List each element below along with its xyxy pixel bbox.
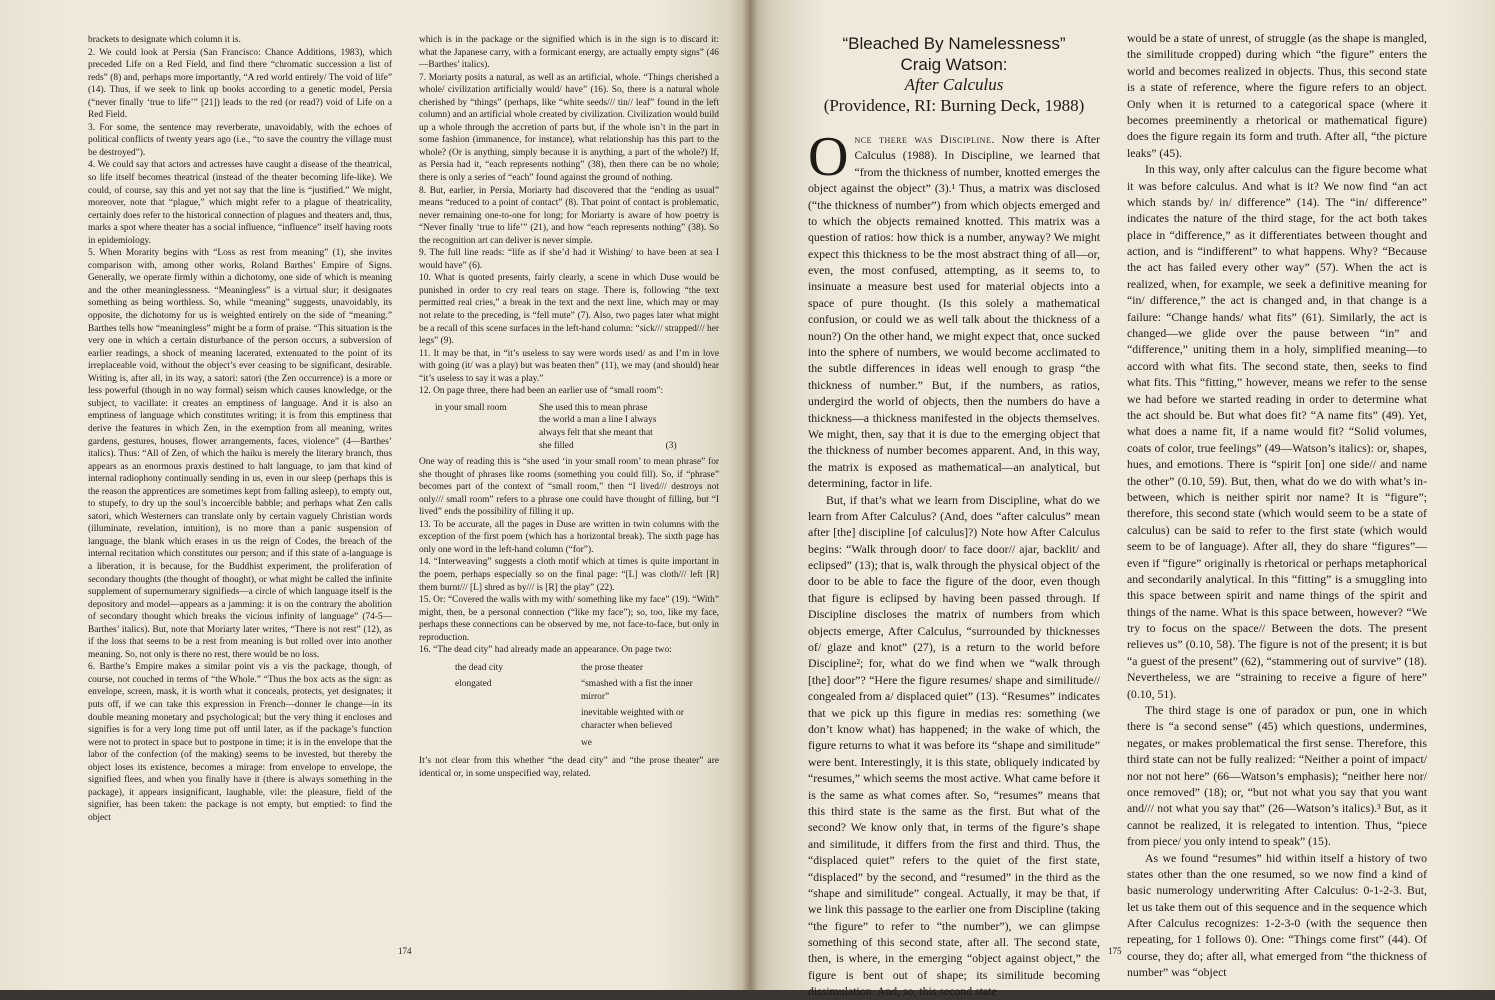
endnote-12: 12. On page three, there had been an earlier use of “small room”:: [419, 386, 664, 397]
verse-line: She used this to mean phrase: [539, 402, 648, 413]
endnote-12-continued: One way of reading this is “she used ‘in your small room’ to mean phrase” for she thought of phrases like rooms (something you could fill). So, if “phrase” becomes part of the context of “small room,” then “I lived/// destroys not only/// small room” refers to a phrase one could have thought of filling, but “I lived” ends the possibility of filling it up.: [419, 457, 719, 518]
article-title: “Bleached By Namelessness”: [842, 34, 1066, 53]
left-page-column-2: [419, 34, 719, 929]
quote-right-cell: the prose theater: [581, 662, 643, 673]
book-gutter: [742, 0, 758, 990]
endnote-16-continued: It’s not clear from this whether “the dead city” and “the prose theater” are identical or, in some unspecified way, related.: [419, 756, 719, 779]
verse-line: [539, 440, 719, 453]
endnote-15: 15. Or: “Covered the walls with my with/ something like my face” (19). “With” might, then, be a personal connection (“like my face”); so, too, like my face, perhaps these connections can be observed by me, not face-to-face, but only in reproduction.: [419, 595, 719, 643]
left-page: [0, 0, 750, 990]
right-page-column-2: [1127, 30, 1427, 980]
endnote-continued: brackets to designate which column it is.: [88, 35, 241, 45]
page-number-right: 175: [1108, 946, 1122, 956]
paragraph: The third stage is one of paradox or pun, one in which there is “a second sense” (45) which questions, undermines, negates, or makes problematical the first sense. Therefore, this third state can not be fully realized: “Neither a point of impact/ nor not not here” (66—Watson’s emphasis); “neither here nor/ once removed” (18); or, “but not what you say that you want and/// not what you say that” (26—Watson’s italics).³ But, as it cannot be realized, it is relegated to intention. Thus, “piece from piece/ you only intend to speak” (15).: [1127, 703, 1427, 849]
quote-left-cell: elongated: [455, 679, 492, 690]
endnote-4: 4. We could say that actors and actresses have caught a disease of the theatrical, so life itself becomes theatrical (instead of the theater becoming life-like). We could, of course, say this and yet not say that the line is “justified.” We might, moreover, note that “plague,” which might refer to a plague of theatricality, certainly does refer to the historical connection of plagues and theaters and, thus, marks a spot where theater has a social influence, “influence” itself having roots in epidemiology.: [88, 160, 392, 246]
verse-page-ref: (3): [665, 440, 677, 451]
endnote-6: 6. Barthe’s Empire makes a similar point vis a vis the package, though, of course, not couched in terms of “the Whole.” “Thus the box acts as the sign: as envelope, screen, mask, it is worth what it conceals, protects, yet designates; it puts off, if we can take this expression in French—donner le change—in its double meaning monetary and psychological; but the very thing it encloses and signifies is for a very long time put off until later, as if the package’s function were not to protect in space but to postpone in time; it is in the envelope that the labor of the confection (of the making) seems to be invested, but thereby the object loses its existence, becomes a mirage: from envelope to envelope, the signified flees, and when you finally have it (there is always something in the package), it appears insignificant, laughable, vile: the pleasure, field of the signifier, has been taken: the package is not empty, but emptied: to find the object: [88, 662, 392, 823]
endnote-2: 2. We could look at Persia (San Francisco: Chance Additions, 1983), which preceded Life on a Red Field, and find there “chromatic succession a list of reds” (8) and, perhaps more importantly, “A red world entirely/ The void of life” (14). Thus, if we seek to link up books according to a genetic model, Persia (“never finally ‘true to life’” [21]) leads to the red (or read?) void of Life on a Red Field.: [88, 47, 392, 121]
quote-left-cell: [455, 737, 573, 750]
opening-paragraph: [808, 125, 1101, 492]
endnote-9: 9. The full line reads: “life as if she’d had it Wishing/ to have been at sea I would have” (6).: [419, 248, 719, 271]
paragraph: But, if that’s what we learn from Discipline, what do we learn from After Calculus? (And, does “after calculus” mean after [the] discipline [of calculus]?) Note how After Calculus begins: “Walk through door/ to face door// ajar, backlit/ and eclipsed” (13); that is, walk through the physical object of the door to be able to face the figure of the door, even though that figure is eclipsed by having been passed through. If Discipline discloses the matrix of numbers from which objects emerge, After Calculus, “surrounded by thicknesses of/ glaze and knot” (27), is a return to the world before Discipline²; for, what do we find when we “walk through [the] door”? “Here the figure resumes/ shape and similitude// congealed from a/ displaced quiet” (13). “Resumes” indicates that we pick up this figure in medias res: something (we don’t know what) has happened; in the wake of which, the figure returns to what it was before its “shape and similitude” were bent. Interestingly, it is this state, obliquely indicated by “resumes,” which seems the most active. What came before it is the same as what comes after. So, “resumes” means that this third state is the same as the first. But what of the second? We know only that, in terms of the figure’s shape and similitude, it differs from the first and third. Thus, the “displaced quiet” refers to the quiet of the first state, “displaced” by the second, and “resumed” in the third as the “shape and similitude” congeal. Actually, it may be that, if we link this passage to the earlier one from Discipline (taking “the figure” to refer to “the number”), we can glimpse something of this second state, after all. The second state, then, is where, in the emerging “object against object,” the figure is bent out of shape; its similitude becoming dissimulation. And, so, this second state: [808, 492, 1100, 999]
endnote-6-continued: which is in the package or the signified which is in the sign is to discard it: what the Japanese carry, with a formicant energy, are actually empty signs” (46—Barthes’ italics).: [419, 35, 719, 71]
reviewed-book-title: After Calculus: [904, 75, 1004, 95]
publication-info: (Providence, RI: Burning Deck, 1988): [823, 96, 1085, 116]
quote-right-cell: we: [581, 737, 592, 748]
endnote-8: 8. But, earlier, in Persia, Moriarty had discovered that the “ending as usual” means “reduced to a point of contact” (8). That point of contact is problematic, never remaining one-to-one for long; for Moriarty is aware of how poetry is “Never finally ‘true to life’” (21), and how “each represents nothing” (38). So the recognition art can deliver is never simple.: [419, 185, 719, 246]
quote-right-cell: “smashed with a fist the inner mirror”: [581, 679, 693, 702]
endnote-16: 16. “The dead city” had already made an appearance. On page two:: [419, 645, 672, 656]
right-page-column-1: [808, 30, 1101, 999]
endnote-10: 10. What is quoted presents, fairly clearly, a scene in which Duse would be punished in order to cry real tears on stage. There is, following “the text permitted real cries,” a break in the text and the next line, which may or may not relate to the preceding, is “fell mute” (7). Also, two pages later what might be a recall of this scene surfaces in the left-hand column: “sick/// strapped/// her legs” (9).: [419, 273, 719, 347]
verse-line-text: she filled: [539, 440, 574, 451]
paragraph: In this way, only after calculus can the figure become what it was before calculus. And what is it? We now find “an act which stands by/ in/ difference” (14). The “in/ difference” indicates the nature of the third stage, for the act both takes place in “difference,” as it differentiates between thought and action, and is “indifferent” to what happens. Why? “Because the act has failed every other way” (57). When the act is realized, when, for example, we seek a definitive meaning for “in/ difference,” the act is changed and, in that change is a failure: “Change hands/ what fits” (61). Similarly, the act is changed—we glide over the pause between “in” and “difference,” uniting them in a holy, simplified meaning—to accord with what fits. The second state, then, seeks to find what fits. This “fitting,” however, means we refer to the sense we had before we started reading in order to determine what the act should be. But what does fit? “A name fits” (49). Yet, what does a name fit, if a name would fit? “Solid volumes, coats of color, true feelings” (49—Watson’s italics): or, shapes, hues, and emotions. There is “spirit [on] one side// and name the other” (0.10, 59). But, then, what do we do with what’s in-between, which is neither spirit nor name? It is “figure”; therefore, this second state (which would seem to be a state of calculus) can be said to refer to the first state (which would seem to be of language). After all, they do share “figures”—even if “figure” originally is rhetorical or perhaps metaphorical and secondarily analytical. In this “fitting” is a smuggling into this space between spirit and name things of the spirit and things of the name. What is this space between, however? “We try to focus on the space// Between the dots. The present relieves us” (0.10, 58). The figure is not of the present; it is but “a guest of the present” (62), “stammering out of survive” (18). Nevertheless, we are “straining to receive a figure of here” (0.10, 51).: [1127, 162, 1427, 701]
right-page: [750, 0, 1495, 999]
verse-line: the world a man a line I always: [539, 415, 657, 426]
endnote-5: 5. When Morarity begins with “Loss as rest from meaning” (1), she invites comparison with, among other works, Roland Barthes’ Empire of Signs. Generally, we operate firmly within a dichotomy, one side of which is meaning and the other meaninglessness. “Meaningless” is a virtual slur; it designates something as being worthless. So, while “meaning” suggests, unavoidably, its opposite, the dichotomy for us is weighted entirely on the side of “meaning.” Barthes tells how “meaningless” might be a form of praise. “This situation is the very one in which a certain disturbance of the person occurs, a subversion of earlier readings, a shock of meaning lacerated, extenuated to the point of its irreplaceable void, without the object’s ever ceasing to be significant, desirable. Writing is, after all, in its way, a satori: satori (the Zen occurrence) is a more or less powerful (though in no way formal) seism which causes knowledge, or the subject, to vacillate: it creates an emptiness of language. And it is also an emptiness of language which constitutes writing; it is from this emptiness that derive the features in which Zen, in the exemption from all meaning, writes gardens, gestures, houses, flower arrangements, faces, violence” (4—Barthes’ italics). Thus: “All of Zen, of which the haiku is merely the literary branch, thus appears as an enormous praxis destined to halt language, to jam that kind of internal radiophony continually sending in us, even in our sleep (perhaps this is the reason the apprentices are sometimes kept from falling asleep), to empty out, to stupefy, to dry up the soul’s incoercible babble; and perhaps what Zen calls satori, which Westerners can translate only by certain vaguely Christian words (illuminate, revelation, intuition), is no more than a panic suspension of language, the blank which erases in us the reign of Codes, the breach of the internal recitation which constitutes our person; and if this state of a-language is a liberation, it is because, for the Buddhist experiment, the proliferation of secondary thoughts (the thought of thought), or what might be called the infinite supplement of supernumerary signifieds—a circle of which language itself is the depository and model—appears as a jamming: it is on the contrary the abolition of secondary thought which breaks the vicious infinity of language” (74-5—Barthes’ italics). But, note that Moriarty later writes, “There is not rest” (12), as if the loss that seems to be a rest from meaning is but rolled over into another meaning. So, not only is there no rest, there would be no loss.: [88, 248, 392, 660]
drop-cap: O: [808, 125, 849, 188]
two-column-quote: [455, 662, 719, 749]
endnote-14: 14. “Interweaving” suggests a cloth motif which at times is quite important in the poem, perhaps especially so on the final page: “[L] was cloth/// left [R] them burnt/// [L] shred as by/// is [R] the play” (22).: [419, 557, 719, 593]
endnote-3: 3. For some, the sentence may reverberate, unavoidably, with the echoes of political conflicts of twenty years ago (i.e., “to save the country the village must be destroyed”).: [88, 122, 392, 158]
quote-right-cell: inevitable weighted with or character when believed: [581, 708, 684, 731]
paragraph-continued: would be a state of unrest, of struggle (as the shape is mangled, the similitude cropped) during which “the figure” enters the world and becomes realized in objects. Thus, this second state is a state of reference, where the figure refers to an object. Only when it is returned to a categorical space (where it becomes preeminently a rhetorical or mathematical figure) does the figure regain its form and truth. After all, “the picture leaks” (45).: [1127, 31, 1427, 160]
article-author: Craig Watson:: [900, 54, 1008, 74]
verse-line: always felt that she meant that: [539, 427, 653, 438]
endnote-11: 11. It may be that, in “it’s useless to say were words used/ as and I’m in love with going (it/ was a play) but was beaten then” (11), we may (and should) hear “it’s useless to say it was a play.”: [419, 348, 719, 384]
paragraph: As we found “resumes” hid within itself a history of two states other than the one resumed, so we now find a kind of basic numerology underwriting After Calculus: 0-1-2-3. But, let us take them out of this sequence and in the sequence which After Calculus recognizes: 1-2-3-0 (with the sequence then repeating, for 1 follows 0). One: “Things come first” (44). Of course, they do; after all, what emerged from “the thickness of number” was “object: [1127, 850, 1427, 980]
endnote-13: 13. To be accurate, all the pages in Duse are written in twin columns with the exception of the first poem (which has a horizontal break). The sixth page has only one word in the left-hand column (“for”).: [419, 519, 719, 555]
verse-quote: [435, 402, 719, 452]
verse-right-column: [539, 402, 719, 452]
endnote-7: 7. Moriarty posits a natural, as well as an artificial, whole. “Things cherished a whole/ civilization artificially would/ have” (16). So, there is a natural whole cherished by “things” (perhaps, like “white seeds/// tin// leaf” found in the left column) and an artificial whole created by civilization. Civilization would build up a whole through the accretion of parts but, if the whole isn’t in the part in some fashion (immanence, for instance), what relationship has this part to the whole? (Or is anything, simply because it is anything, a part of the whole?) If, as Persia had it, “each represents nothing” (38), then there can be no whole; there is only a series of “each” found against the ground of nothing.: [419, 72, 719, 184]
page-number-left: 174: [398, 946, 412, 956]
lead-in: nce there was Discipline.: [854, 131, 995, 146]
left-page-column-1: [88, 34, 392, 929]
quote-left-cell: [455, 707, 573, 732]
verse-left-column: in your small room: [435, 402, 507, 413]
paragraph-text: Now there is After Calculus (1988). In Discipline, we learned that “from the thickness of number, knotted emerges the object against the object” (3).¹ Thus, a matrix was disclosed (“the thickness of number”) from which objects emerged and to which the objects remained knotted. This matrix was a question of ratios: how thick is a number, anyway? We might expect this thickness to be the most abstract thing of all—or, even, the most confused, attempting, as it seems to, to insinuate a measure best used for material objects into a space of pure thought. (Is this solely a mathematical confusion, or could we as well talk about the thickness of a noun?) On the other hand, we might expect that, once sucked into the sphere of numbers, we would become acclimated to the subtle differences in ideas well enough to grasp “the thickness of number.” But, if the numbers, as ratios, undergird the world of objects, then the numbers do have a thickness—a thickness manifested in the objects themselves. We might, then, say that it is due to the emerging object that the thickness of number becomes apparent. And, in this way, the matrix is exposed as mathematical—an analytical, but determining, factor in life.: [808, 131, 1101, 491]
quote-left-cell: the dead city: [455, 662, 503, 673]
